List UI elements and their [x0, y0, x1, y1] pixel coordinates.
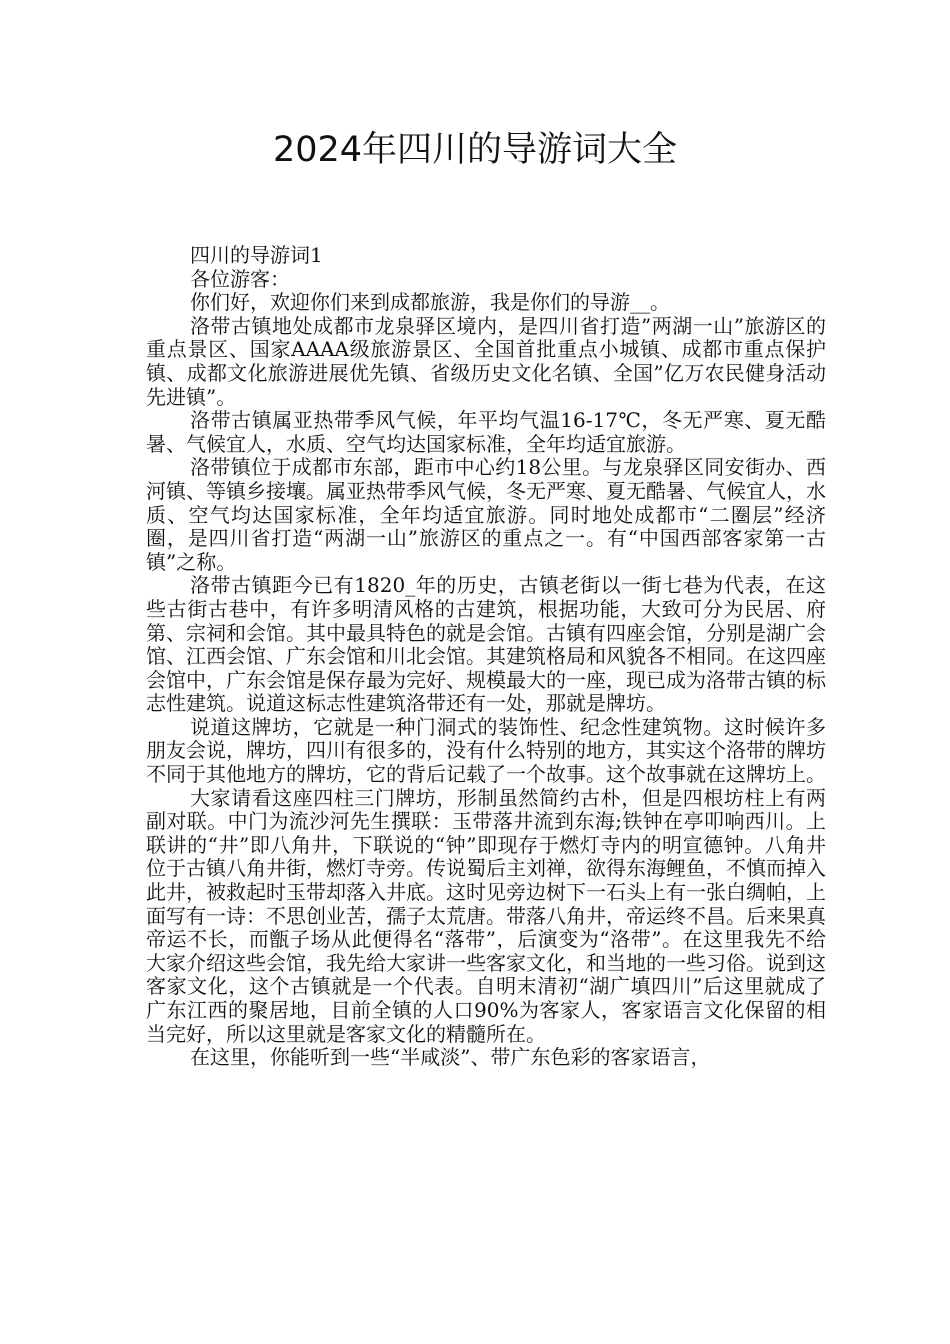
paragraph-location: 洛带古镇地处成都市龙泉驿区境内，是四川省打造”两湖一山”旅游区的重点景区、国家AAAA级旅游景区、全国首批重点小城镇、成都市重点保护镇、成都文化旅游进展优先镇、省级历史文化名镇、全国”亿万农民健身活动先进镇”。 [146, 313, 826, 409]
paragraph-welcome: 你们好，欢迎你们来到成都旅游，我是你们的导游__。 [190, 290, 670, 315]
paragraph-legend: 大家请看这座四柱三门牌坊，形制虽然简约古朴，但是四根坊柱上有两副对联。中门为流沙河先生撰联：玉带落井流到东海;铁钟在亭叩响西川。上联讲的“井”即八角井，下联说的“钟”即现存于燃灯寺内的明宣德钟。八角井位于古镇八角井街，燃灯寺旁。传说蜀后主刘禅，欲得东海鲤鱼，不慎而掉入此井，被救起时玉带却落入井底。这时见旁边树下一石头上有一张白绸帕，上面写有一诗：不思创业苦，孺子太荒唐。带落八角井，帝运终不昌。后来果真帝运不长，而甑子场从此便得名“落带”，后演变为“洛带”。在这里我先不给大家介绍这些会馆，我先给大家讲一些客家文化，和当地的一些习俗。说到这客家文化，这个古镇就是一个代表。自明末清初“湖广填四川”后这里就成了广东江西的聚居地，目前全镇的人口90%为客家人，客家语言文化保留的相当完好，所以这里就是客家文化的精髓所在。 [146, 785, 826, 1046]
document-title: 2024年四川的导游词大全 [272, 130, 678, 170]
paragraph-climate: 洛带古镇属亚热带季风气候，年平均气温16-17℃，冬无严寒、夏无酷暑、气候宜人，水质、空气均达国家标准，全年均适宜旅游。 [146, 408, 826, 456]
paragraph-dialect: 在这里，你能听到一些“半咸淡”、带广东色彩的客家语言， [190, 1045, 711, 1070]
greeting-line: 各位游客： [190, 266, 290, 291]
document-body [146, 244, 826, 1070]
paragraph-archway: 说道这牌坊，它就是一种门洞式的装饰性、纪念性建筑物。这时候许多朋友会说，牌坊，四川有很多的，没有什么特别的地方，其实这个洛带的牌坊不同于其他地方的牌坊，它的背后记载了一个故事。这个故事就在这牌坊上。 [146, 714, 826, 787]
paragraph-history: 洛带古镇距今已有1820_年的历史，古镇老街以一街七巷为代表，在这些古街古巷中，有许多明清风格的古建筑，根据功能，大致可分为民居、府第、宗祠和会馆。其中最具特色的就是会馆。古镇有四座会馆，分别是湖广会馆、江西会馆、广东会馆和川北会馆。其建筑格局和风貌各不相同。在这四座会馆中，广东会馆是保存最为完好、规模最大的一座，现已成为洛带古镇的标志性建筑。说道这标志性建筑洛带还有一处，那就是牌坊。 [146, 573, 826, 716]
section-heading: 四川的导游词1 [190, 243, 323, 267]
paragraph-geography: 洛带镇位于成都市东部，距市中心约18公里。与龙泉驿区同安街办、西河镇、等镇乡接壤。属亚热带季风气候，冬无严寒、夏无酷暑、气候宜人，水质、空气均达国家标准，全年均适宜旅游。同时地处成都市“二圈层”经济圈，是四川省打造“两湖一山”旅游区的重点之一。有“中国西部客家第一古镇”之称。 [146, 455, 826, 574]
